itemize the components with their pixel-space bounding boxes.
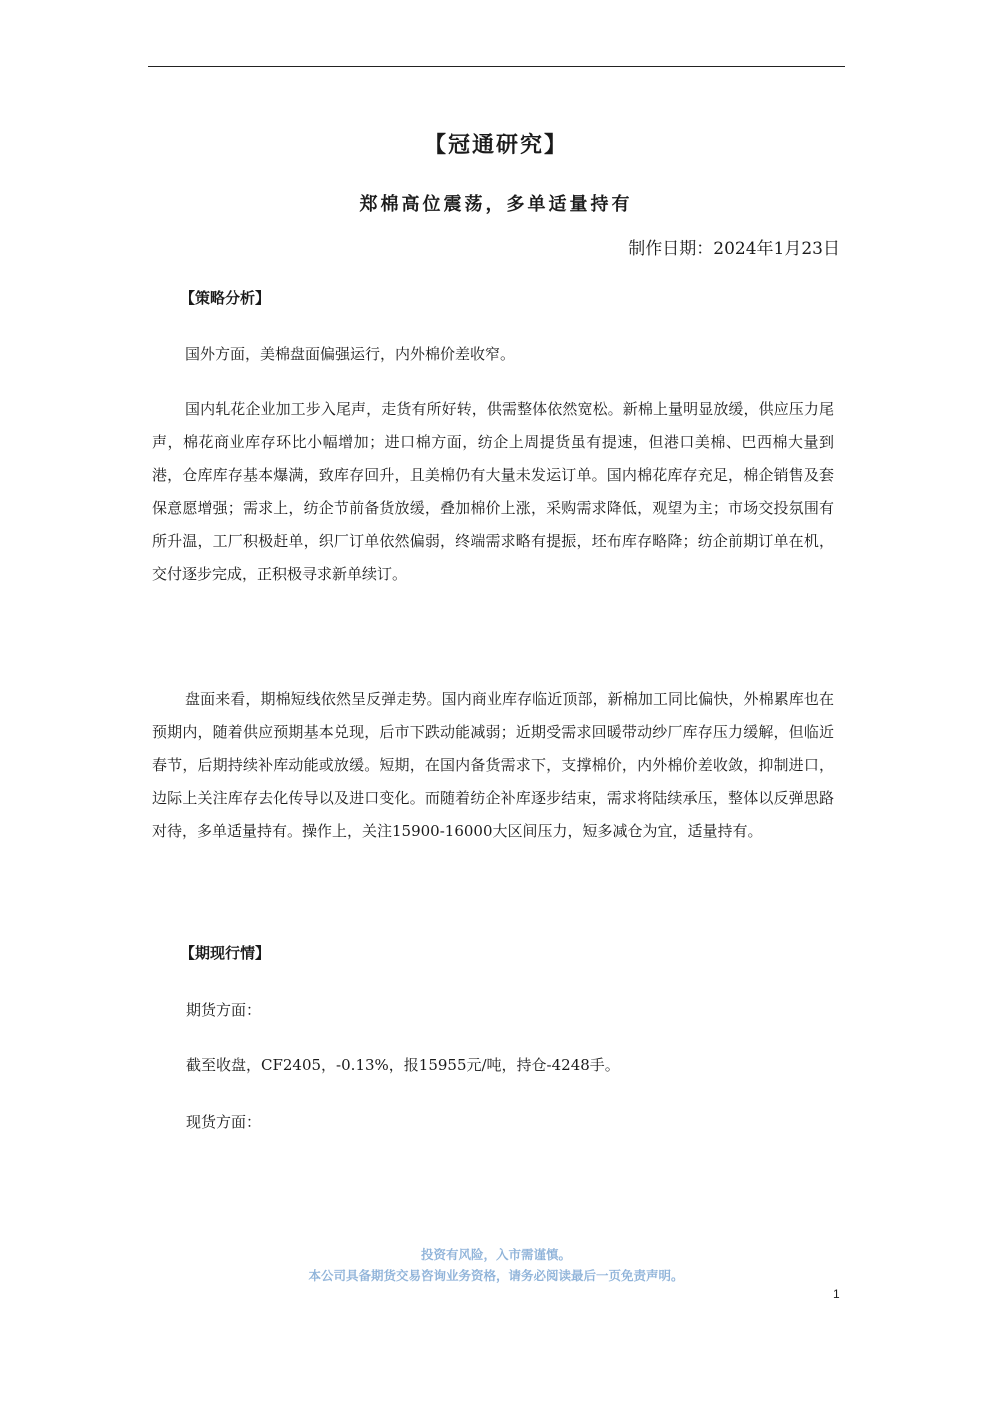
- risk-disclaimer: 投资有风险，入市需谨慎。: [420, 1247, 571, 1262]
- license-disclaimer: 本公司具备期货交易咨询业务资格，请务必阅读最后一页免责声明。: [308, 1268, 684, 1283]
- strategy-paragraph: 国内轧花企业加工步入尾声，走货有所好转，供需整体依然宽松。新棉上量明显放缓，供应压力尾声，棉花商业库存环比小幅增加；进口棉方面，纺企上周提货虽有提速，但港口美棉、巴西棉大量到港，仓库库存基本爆满，致库存回升，且美棉仍有大量未发运订单。国内棉花库存充足，棉企销售及套保意愿增强；需求上，纺企节前备货放缓，叠加棉价上涨，采购需求降低，观望为主；市场交投氛围有所升温，工厂积极赶单，织厂订单依然偏弱，终端需求略有提振，坯布库存略降；纺企前期订单在机，交付逐步完成，正积极寻求新单续订。: [152, 400, 834, 583]
- report-date: 制作日期：2024年1月23日: [628, 239, 840, 259]
- spot-label: 现货方面：: [186, 1113, 262, 1131]
- header-rule: [148, 66, 845, 67]
- strategy-paragraph: 盘面来看，期棉短线依然呈反弹走势。国内商业库存临近顶部，新棉加工同比偏快，外棉累库也在预期内，随着供应预期基本兑现，后市下跌动能减弱；近期受需求回暖带动纱厂库存压力缓解，但临近春节，后期持续补库动能或放缓。短期，在国内备货需求下，支撑棉价，内外棉价差收敛，抑制进口，边际上关注库存去化传导以及进口变化。而随着纺企补库逐步结束，需求将陆续承压，整体以反弹思路对待，多单适量持有。操作上，关注15900-16000大区间压力，短多减仓为宜，适量持有。: [152, 690, 834, 840]
- section-heading-market: 【期现行情】: [180, 944, 271, 962]
- report-headline: 郑棉高位震荡，多单适量持有: [359, 194, 633, 215]
- futures-label: 期货方面：: [186, 1001, 262, 1019]
- strategy-paragraph: 国外方面，美棉盘面偏强运行，内外棉价差收窄。: [185, 345, 516, 363]
- futures-quote: 截至收盘，CF2405，-0.13%，报15955元/吨，持仓-4248手。: [186, 1056, 620, 1074]
- page-number: 1: [833, 1287, 840, 1301]
- section-heading-strategy: 【策略分析】: [180, 289, 271, 307]
- org-title: 【冠通研究】: [423, 133, 568, 158]
